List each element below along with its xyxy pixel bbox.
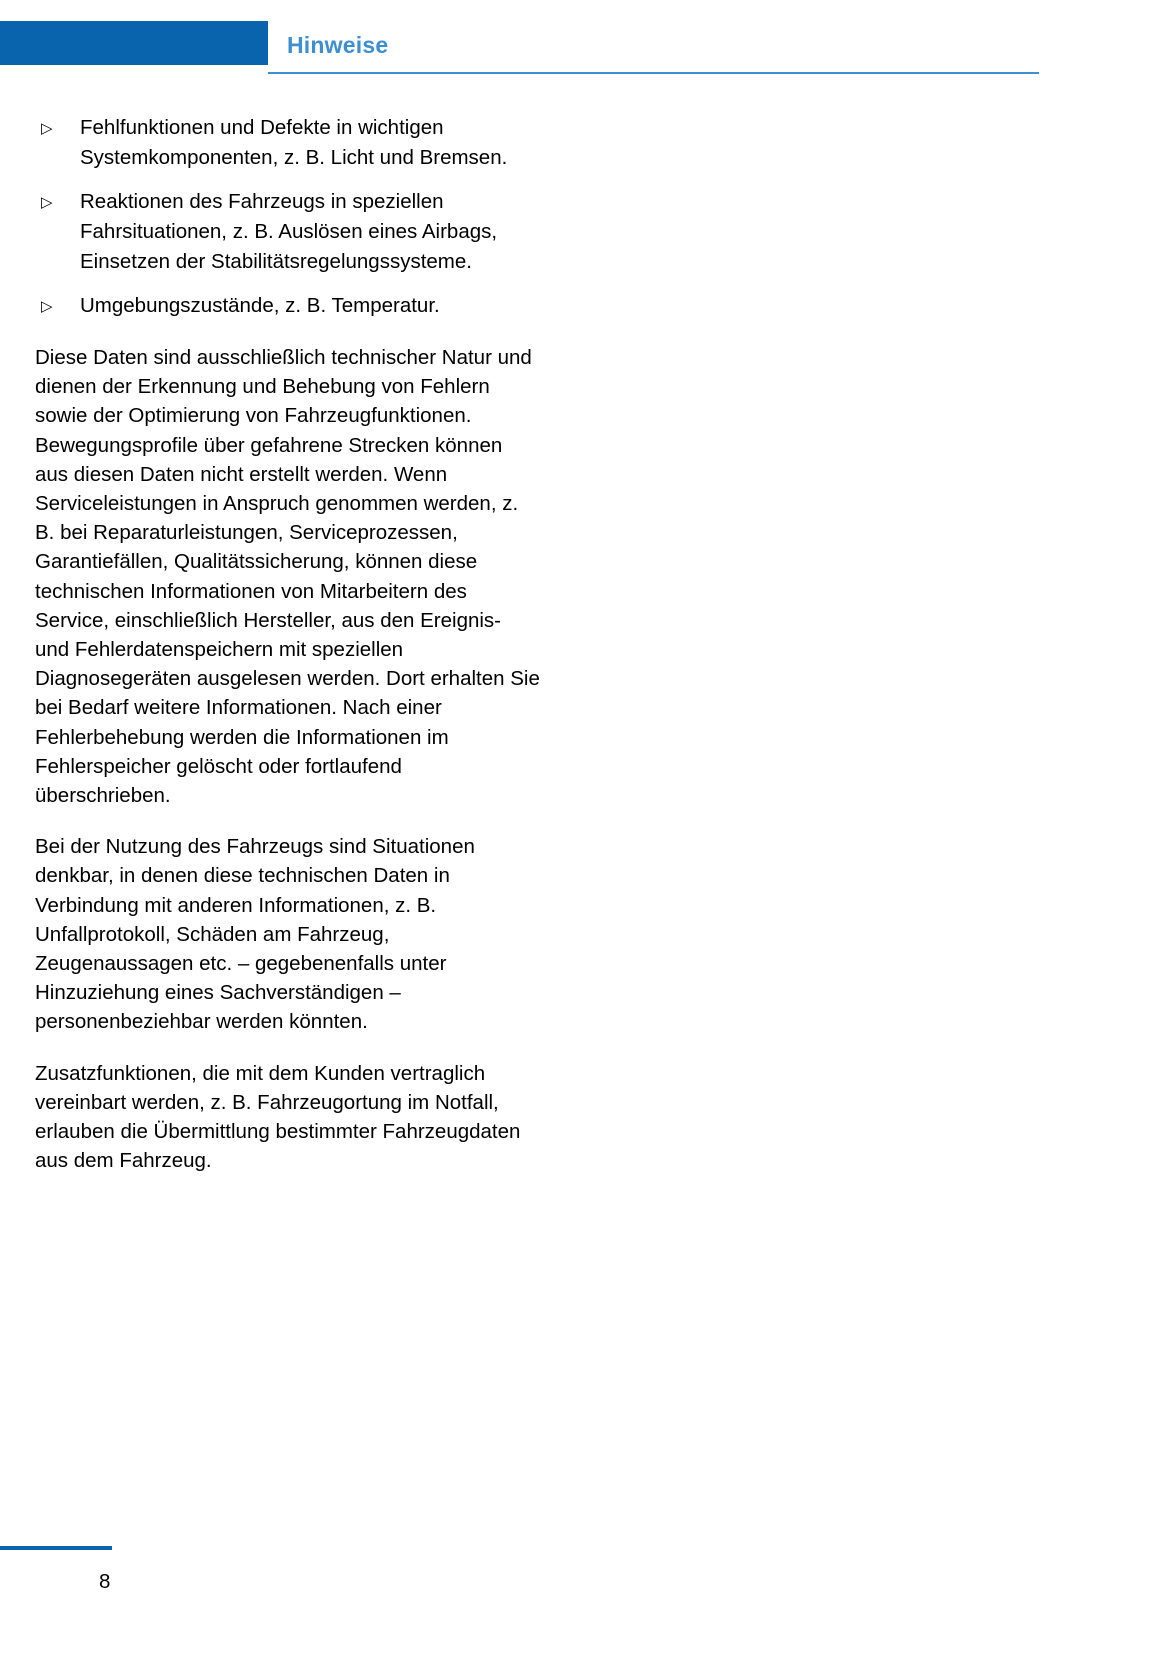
page-content bbox=[35, 113, 540, 1175]
page-footer bbox=[0, 1546, 1166, 1654]
footer-divider bbox=[0, 1546, 112, 1550]
triangle-bullet-icon: ▷ bbox=[41, 194, 53, 211]
body-paragraph: Diese Daten sind ausschließlich technischer Natur und dienen der Erkennung und Behebung von Fehlern sowie der Optimierung von Fahrzeugfunktionen. Bewegungsprofile über gefahrene Strecken können aus diesen Daten nicht erstellt werden. Wenn Serviceleistungen in Anspruch genommen werden, z. B. bei Reparaturleistungen, Serviceprozessen, Garantiefällen, Qualitätssicherung, können diese technischen Informationen von Mitarbeitern des Service, einschließlich Hersteller, aus den Ereignis- und Fehlerdatenspeichern mit speziellen Diagnosegeräten ausgelesen werden. Dort erhalten Sie bei Bedarf weitere Informationen. Nach einer Fehlerbehebung werden die Informationen im Fehlerspeicher gelöscht oder fortlaufend überschrieben. bbox=[35, 346, 540, 808]
list-item bbox=[35, 187, 540, 277]
list-item bbox=[35, 291, 540, 321]
page-title: Hinweise bbox=[287, 32, 389, 58]
list-item-text: Fehlfunktionen und Defekte in wichtigen Systemkomponenten, z. B. Licht und Bremsen. bbox=[80, 116, 508, 169]
page-number: 8 bbox=[99, 1570, 111, 1593]
body-paragraph: Bei der Nutzung des Fahrzeugs sind Situationen denkbar, in denen diese technischen Daten in Verbindung mit anderen Informationen, z. B. Unfallprotokoll, Schäden am Fahrzeug, Zeugenaussagen etc. – gegebenenfalls unter Hinzuziehung eines Sachverständigen – personenbeziehbar werden könnten. bbox=[35, 835, 475, 1034]
header-divider bbox=[268, 72, 1039, 74]
header-accent-bar bbox=[0, 21, 268, 65]
list-item bbox=[35, 113, 540, 173]
page-header bbox=[0, 0, 1166, 75]
body-paragraph: Zusatzfunktionen, die mit dem Kunden vertraglich vereinbart werden, z. B. Fahrzeugortung im Notfall, erlauben die Übermittlung bestimmter Fahrzeugdaten aus dem Fahrzeug. bbox=[35, 1061, 521, 1173]
list-item-text: Umgebungszustände, z. B. Temperatur. bbox=[80, 294, 440, 317]
triangle-bullet-icon: ▷ bbox=[41, 298, 53, 315]
triangle-bullet-icon: ▷ bbox=[41, 120, 53, 137]
list-item-text: Reaktionen des Fahrzeugs in speziellen Fahrsituationen, z. B. Auslösen eines Airbags, Einsetzen der Stabilitätsregelungssysteme. bbox=[80, 190, 498, 273]
bullet-list bbox=[35, 113, 540, 321]
